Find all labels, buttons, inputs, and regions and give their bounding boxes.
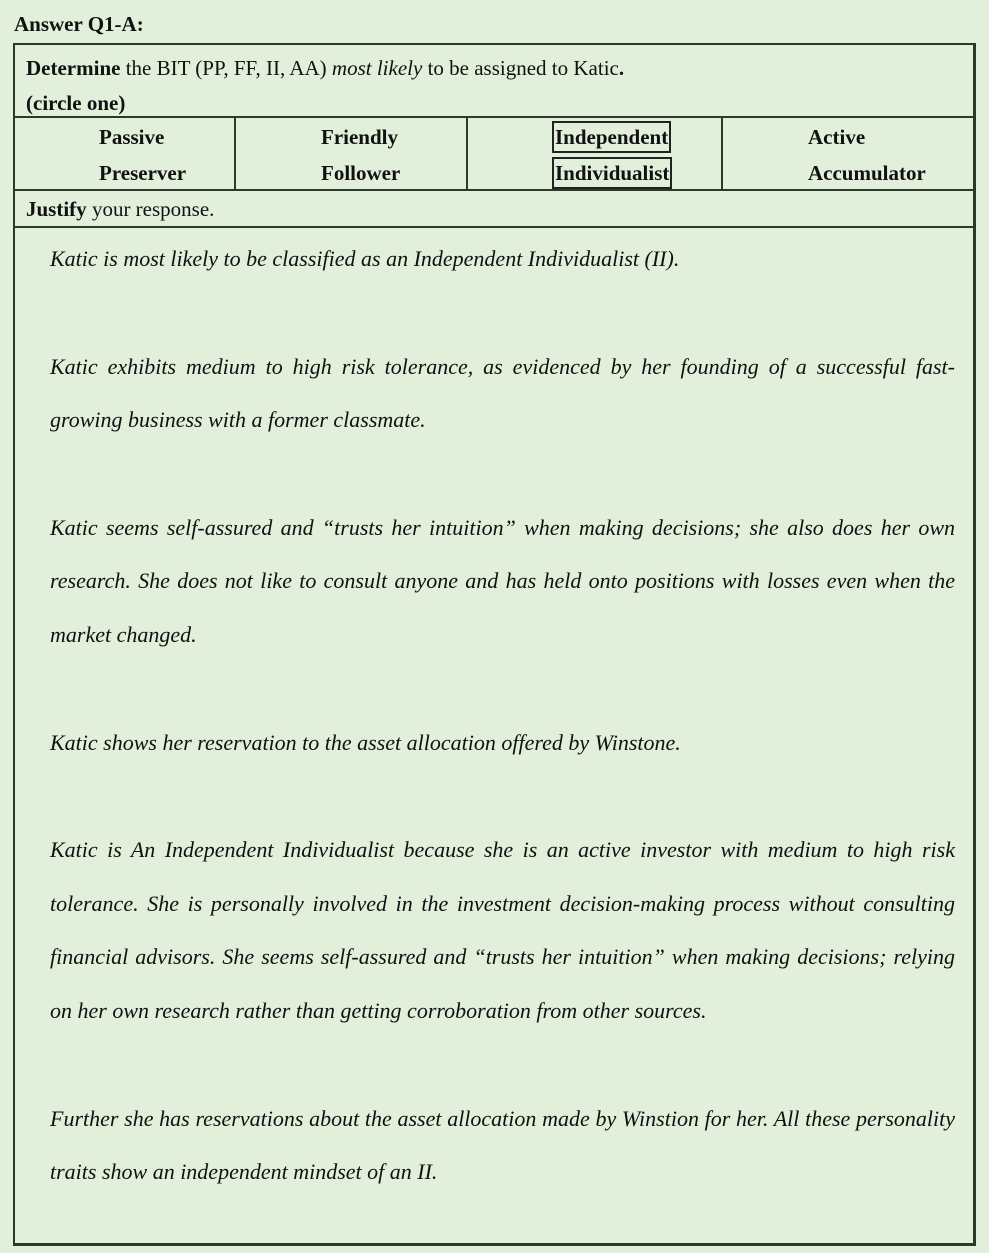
answer-body	[50, 228, 955, 1199]
determine-text-1: the BIT (PP, FF, II, AA)	[120, 56, 332, 80]
option-line	[468, 155, 721, 191]
circle-one-text: (circle one)	[26, 91, 126, 115]
option-label-boxed: Individualist	[552, 157, 672, 189]
option-label: Follower	[321, 161, 401, 185]
option-line	[468, 119, 721, 155]
option-label: Friendly	[321, 125, 398, 149]
option-line	[236, 119, 466, 155]
justify-row	[15, 191, 973, 228]
determine-bold: Determine	[26, 56, 121, 80]
option-line	[723, 119, 973, 155]
option-line	[723, 155, 973, 191]
option-active-accumulator[interactable]	[723, 118, 973, 189]
option-label: Active	[808, 125, 866, 149]
answer-paragraph: Further she has reservations about the asset allocation made by Winstion for her. All these personality traits show an independent mindset of an II.	[50, 1105, 955, 1185]
question-row	[15, 45, 973, 118]
option-label: Accumulator	[808, 161, 926, 185]
answer-paragraph: Katic exhibits medium to high risk tolerance, as evidenced by her founding of a successful fast-growing business with a former classmate.	[50, 353, 955, 433]
option-passive-preserver[interactable]	[15, 118, 236, 189]
option-friendly-follower[interactable]	[236, 118, 468, 189]
paragraph-gap	[50, 447, 955, 501]
option-label: Preserver	[99, 161, 187, 185]
paragraph-gap	[50, 1038, 955, 1092]
answer-paragraph: Katic is most likely to be classified as an Independent Individualist (II).	[50, 246, 680, 271]
most-likely-italic: most likely	[331, 56, 423, 80]
bit-options-row	[15, 118, 973, 191]
circle-one-instruction	[26, 86, 973, 121]
paragraph-gap	[50, 662, 955, 716]
option-independent-individualist[interactable]	[468, 118, 723, 189]
answer-heading: Answer Q1-A:	[14, 12, 144, 36]
justify-bold: Justify	[26, 197, 87, 221]
paragraph-gap	[50, 286, 955, 340]
option-label-boxed: Independent	[552, 121, 671, 153]
determine-period: .	[618, 56, 625, 80]
option-line	[15, 155, 234, 191]
determine-text-2: to be assigned to Katic	[422, 56, 619, 80]
option-label: Passive	[99, 125, 165, 149]
answer-paragraph: Katic is An Independent Individualist because she is an active investor with medium to high risk tolerance. She is personally involved in the investment decision-making process without consulting financial advisors. She seems self-assured and “trusts her intuition” when making decisions; relying on her own research rather than getting corroboration from other sources.	[50, 837, 955, 1023]
justify-text: your response.	[86, 197, 215, 221]
option-line	[15, 119, 234, 155]
question-prompt	[26, 51, 973, 86]
answer-paragraph: Katic shows her reservation to the asset allocation offered by Winstone.	[50, 729, 681, 755]
option-line	[236, 155, 466, 191]
paragraph-gap	[50, 769, 955, 823]
answer-table	[13, 43, 976, 1246]
answer-paragraph: Katic seems self-assured and “trusts her intuition” when making decisions; she also does her own research. She does not like to consult anyone and has held onto positions with losses even when the market changed.	[50, 514, 955, 647]
